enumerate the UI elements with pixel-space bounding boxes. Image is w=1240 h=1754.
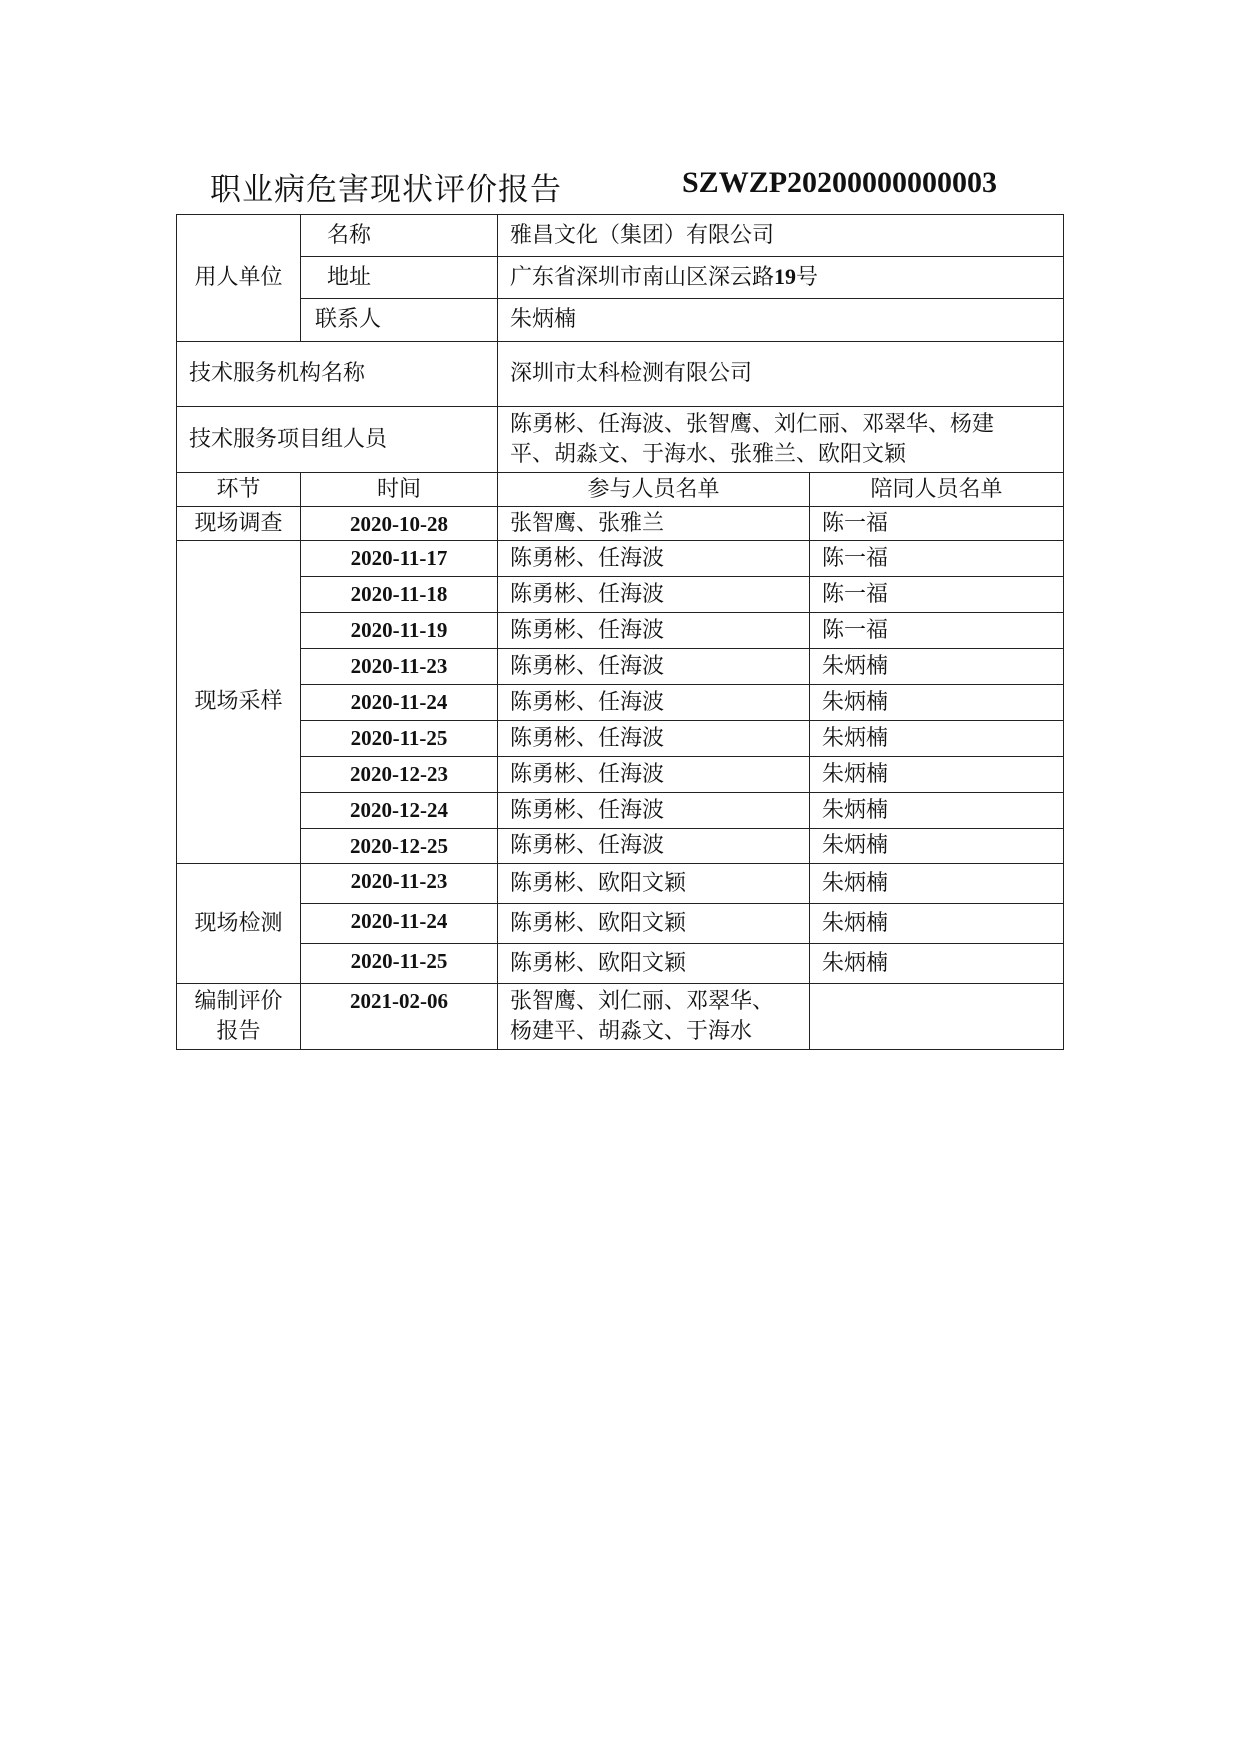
sampling-escort: 朱炳楠 (810, 793, 1064, 829)
report-code: SZWZP20200000000003 (682, 166, 998, 199)
sampling-row (177, 577, 1064, 613)
survey-row (177, 507, 1064, 541)
stage-report-writing-line-1: 编制评价 (194, 988, 283, 1014)
service-org-row (177, 342, 1064, 407)
sampling-participants: 陈勇彬、任海波 (498, 577, 810, 613)
address-number: 19 (774, 264, 797, 289)
detection-date: 2020-11-25 (301, 944, 498, 984)
header-participants: 参与人员名单 (498, 473, 810, 507)
sampling-date: 2020-12-24 (301, 793, 498, 829)
sampling-escort: 陈一福 (810, 577, 1064, 613)
sampling-participants: 陈勇彬、任海波 (498, 685, 810, 721)
detection-row (177, 944, 1064, 984)
sampling-escort: 朱炳楠 (810, 829, 1064, 864)
sampling-row (177, 649, 1064, 685)
sampling-row (177, 721, 1064, 757)
stage-report-writing-line-2: 报告 (216, 1018, 261, 1044)
survey-participants: 张智鹰、张雅兰 (498, 507, 810, 541)
sampling-date: 2020-11-24 (301, 685, 498, 721)
employer-name-label: 名称 (301, 215, 498, 257)
employer-name-value: 雅昌文化（集团）有限公司 (498, 215, 1064, 257)
project-team-label: 技术服务项目组人员 (177, 407, 498, 473)
report-title-row (210, 160, 1070, 206)
employer-address-row (177, 257, 1064, 299)
schedule-header-row (177, 473, 1064, 507)
report-writing-participants-line-1: 张智鹰、刘仁丽、邓翠华、 (510, 988, 775, 1014)
header-time: 时间 (301, 473, 498, 507)
employer-contact-value: 朱炳楠 (498, 299, 1064, 342)
detection-escort: 朱炳楠 (810, 944, 1064, 984)
sampling-participants: 陈勇彬、任海波 (498, 721, 810, 757)
report-writing-date: 2021-02-06 (301, 984, 498, 1050)
employer-group-label: 用人单位 (177, 215, 301, 342)
sampling-date: 2020-11-18 (301, 577, 498, 613)
report-title: 职业病危害现状评价报告 (210, 172, 562, 208)
project-team-line-1: 陈勇彬、任海波、张智鹰、刘仁丽、邓翠华、杨建 (510, 411, 995, 437)
detection-date: 2020-11-24 (301, 904, 498, 944)
sampling-row (177, 541, 1064, 577)
survey-date: 2020-10-28 (301, 507, 498, 541)
sampling-participants: 陈勇彬、任海波 (498, 541, 810, 577)
service-org-label: 技术服务机构名称 (177, 342, 498, 407)
sampling-participants: 陈勇彬、任海波 (498, 649, 810, 685)
employer-contact-label: 联系人 (301, 299, 498, 342)
employer-address-label: 地址 (301, 257, 498, 299)
survey-escort: 陈一福 (810, 507, 1064, 541)
sampling-date: 2020-12-23 (301, 757, 498, 793)
sampling-date: 2020-12-25 (301, 829, 498, 864)
report-writing-participants (498, 984, 810, 1050)
sampling-escort: 朱炳楠 (810, 721, 1064, 757)
detection-row (177, 864, 1064, 904)
sampling-escort: 陈一福 (810, 613, 1064, 649)
sampling-date: 2020-11-23 (301, 649, 498, 685)
header-stage: 环节 (177, 473, 301, 507)
employer-address-value (498, 257, 1064, 299)
detection-date: 2020-11-23 (301, 864, 498, 904)
report-writing-participants-line-2: 杨建平、胡淼文、于海水 (510, 1018, 753, 1044)
personnel-table (176, 214, 1064, 1050)
sampling-row (177, 829, 1064, 864)
sampling-participants: 陈勇彬、任海波 (498, 829, 810, 864)
service-org-value: 深圳市太科检测有限公司 (498, 342, 1064, 407)
detection-participants: 陈勇彬、欧阳文颖 (498, 944, 810, 984)
employer-contact-row (177, 299, 1064, 342)
sampling-escort: 陈一福 (810, 541, 1064, 577)
sampling-escort: 朱炳楠 (810, 649, 1064, 685)
address-suffix: 号 (796, 265, 819, 290)
detection-escort: 朱炳楠 (810, 904, 1064, 944)
sampling-participants: 陈勇彬、任海波 (498, 793, 810, 829)
sampling-date: 2020-11-25 (301, 721, 498, 757)
sampling-row (177, 757, 1064, 793)
sampling-row (177, 685, 1064, 721)
sampling-date: 2020-11-19 (301, 613, 498, 649)
sampling-participants: 陈勇彬、任海波 (498, 613, 810, 649)
project-team-line-2: 平、胡淼文、于海水、张雅兰、欧阳文颖 (510, 441, 907, 467)
report-writing-row (177, 984, 1064, 1050)
sampling-escort: 朱炳楠 (810, 685, 1064, 721)
stage-detection: 现场检测 (177, 864, 301, 984)
detection-escort: 朱炳楠 (810, 864, 1064, 904)
stage-report-writing (177, 984, 301, 1050)
address-prefix: 广东省深圳市南山区深云路 (510, 265, 775, 290)
project-team-value (498, 407, 1064, 473)
project-team-row (177, 407, 1064, 473)
report-writing-escort (810, 984, 1064, 1050)
stage-sampling: 现场采样 (177, 541, 301, 864)
sampling-row (177, 793, 1064, 829)
header-escorts: 陪同人员名单 (810, 473, 1064, 507)
sampling-row (177, 613, 1064, 649)
detection-row (177, 904, 1064, 944)
sampling-date: 2020-11-17 (301, 541, 498, 577)
sampling-escort: 朱炳楠 (810, 757, 1064, 793)
stage-survey: 现场调查 (177, 507, 301, 541)
employer-name-row (177, 215, 1064, 257)
sampling-participants: 陈勇彬、任海波 (498, 757, 810, 793)
detection-participants: 陈勇彬、欧阳文颖 (498, 904, 810, 944)
detection-participants: 陈勇彬、欧阳文颖 (498, 864, 810, 904)
